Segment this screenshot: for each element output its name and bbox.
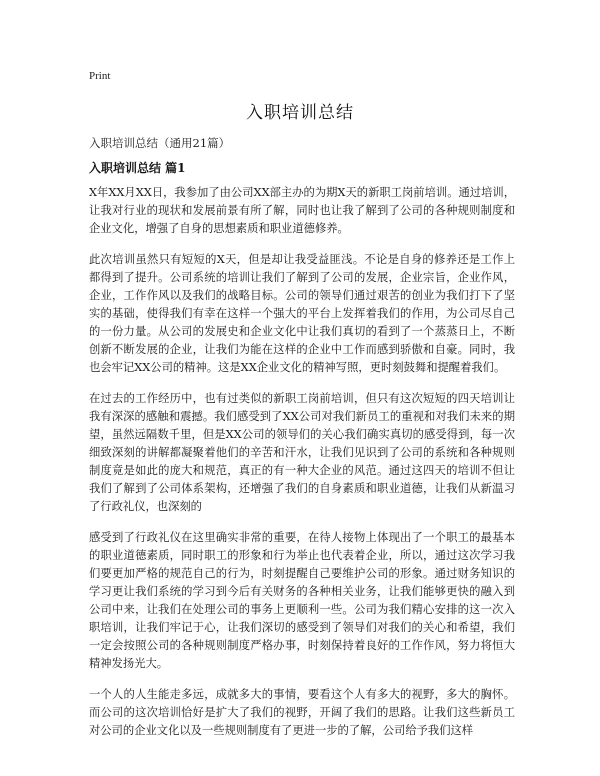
document-body bbox=[89, 184, 515, 753]
paragraph-3: 在过去的工作经历中，也有过类似的新职工岗前培训，但只有这次短短的四天培训让我有深深的感触和震撼。我们感受到了XX公司对我们新员工的重视和对我们未来的期望，虽然远隔数千里，但是XX公司的领导们的关心我们确实真切的感受得到，每一次细致深刻的讲解都凝聚着他们的辛苦和汗水，让我们见识到了公司的系统和各种规则制度竟是如此的庞大和规范，真正的有一种大企业的风范。通过这四天的培训不但让我们了解到了公司体系架构，还增强了我们的自身素质和职业道德，让我们从新温习了行政礼仪，也深刻的 bbox=[89, 392, 515, 513]
document-subtitle: 入职培训总结（通用21篇） bbox=[89, 136, 231, 150]
paragraph-1: X年XX月XX日，我参加了由公司XX部主办的为期X天的新职工岗前培训。通过培训，让我对行业的现状和发展前景有所了解，同时也让我了解到了公司的各种规则制度和企业文化，增强了自身的思想素质和职业道德修养。 bbox=[89, 186, 515, 235]
print-label: Print bbox=[89, 70, 111, 82]
paragraph-5: 一个人的人生能走多远，成就多大的事情，要看这个人有多大的视野，多大的胸怀。而公司的这次培训恰好是扩大了我们的视野，开阔了我们的思路。让我们这些新员工对公司的企业文化以及一些规则制度有了更进一步的了解，公司给予我们这样 bbox=[89, 688, 515, 737]
paragraph-4: 感受到了行政礼仪在这里确实非常的重要，在待人接物上体现出了一个职工的最基本的职业道德素质，同时职工的形象和行为举止也代表着企业，所以，通过这次学习我们要更加严格的规范自己的行为，时刻提醒自己要维护公司的形象。通过财务知识的学习更让我们系统的学习到今后有关财务的各种相关业务，让我们能够更快的融入到公司中来，让我们在处理公司的事务上更顺利一些。公司为我们精心安排的这一次入职培训，让我们牢记于心，让我们深切的感受到了领导们对我们的关心和希望，我们一定会按照公司的各种规则制度严格办事，时刻保持着良好的工作作风，努力将恒大精神发扬光大。 bbox=[89, 531, 515, 670]
section-heading: 入职培训总结 篇1 bbox=[89, 161, 186, 175]
document-title: 入职培训总结 bbox=[246, 103, 354, 123]
paragraph-2: 此次培训虽然只有短短的X天，但是却让我受益匪浅。不论是自身的修养还是工作上都得到了提升。公司系统的培训让我们了解到了公司的发展，企业宗旨，企业作风，企业，工作作风以及我们的战略目标。公司的领导们通过艰苦的创业为我们打下了坚实的基础，使得我们有幸在这样一个强大的平台上发挥着我们的作用，为公司尽自己的一份力量。从公司的发展史和企业文化中让我们真切的看到了一个蒸蒸日上，不断创新不断发展的企业，让我们为能在这样的企业中工作而感到骄傲和自豪。同时，我也会牢记XX公司的精神。这是XX企业文化的精神写照，更时刻鼓舞和提醒着我们。 bbox=[89, 253, 515, 374]
